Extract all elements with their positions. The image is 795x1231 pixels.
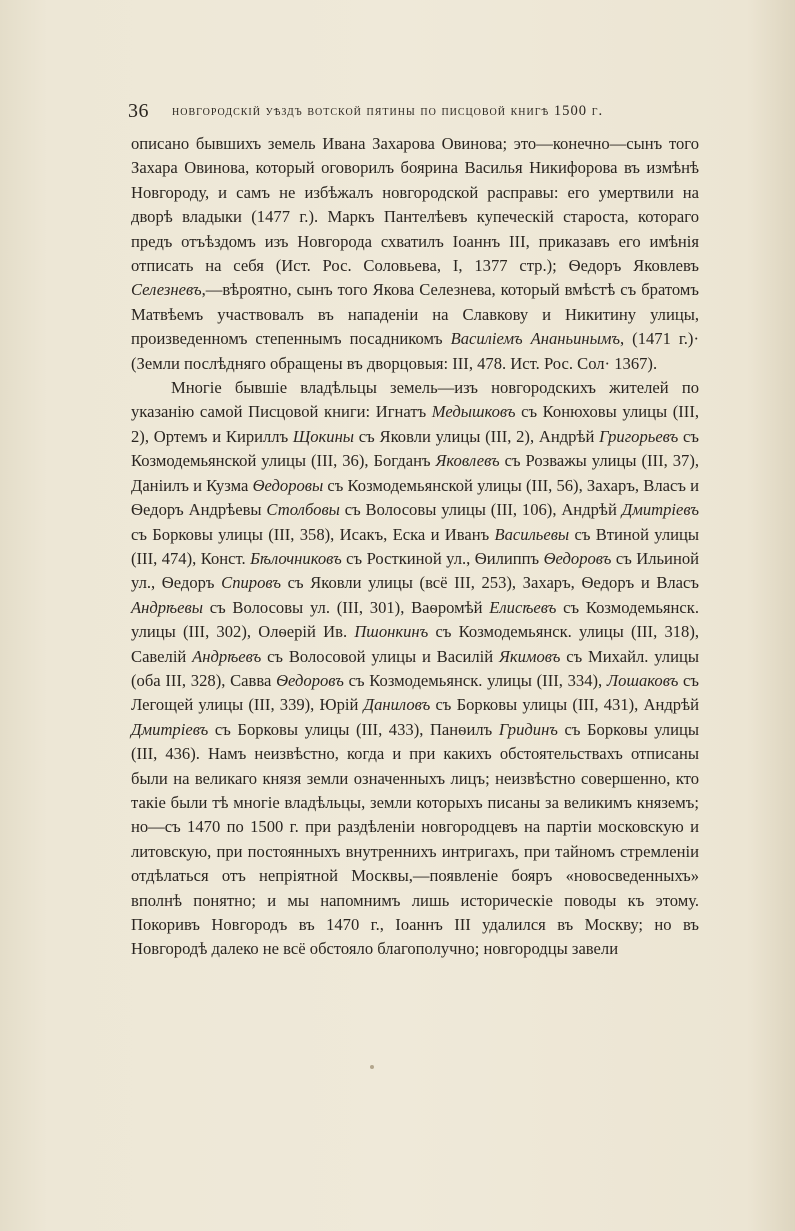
text-run: съ Козмодемьянск. улицы (III, 318), Савелій [131, 622, 700, 666]
text-run: съ Козмодемьянск. улицы (III, 302), Олѳерій Ив. [131, 597, 699, 642]
italic-surname: Андрѣевы [131, 597, 203, 617]
italic-surname: Ѳедоровъ [543, 548, 612, 568]
italic-surname: Щокины [292, 426, 355, 446]
text-run: съ Волосовы ул. (III, 301), Ваѳромѣй [202, 597, 490, 617]
text-run: съ Волосовы улицы (III, 106), Андрѣй [339, 500, 622, 520]
text-run: съ Борковы улицы (III, 358), Исакъ, Еска и Иванъ [131, 524, 495, 544]
text-run: съ Волосовой улицы и Василій [261, 646, 499, 666]
text-run: съ Борковы улицы (III, 436). Намъ неизвѣстно, когда и при какихъ обстоятельствахъ отписаны были на великаго князя земли означенныхъ лицъ; неизвѣстно совершенно, кто такіе были тѣ многіе владѣльцы, земли которыхъ писаны за великимъ княземъ; но—съ 1470 по 1500 г. при раздѣленіи новгородцевъ на партіи московскую и литовскую, при постоянныхъ внутреннихъ интригахъ, при тайномъ стремленіи отдѣлаться отъ непріятной Москвы,—появленіе бояръ «новосведенныхъ» вполнѣ понятно; и мы напомнимъ лишь историческіе поводы къ этому. Покоривъ Новгородъ въ 1470 г., Іоаннъ III удалился въ Москву; но въ Новгородѣ далеко не всё обстояло благополучно; новгородцы завели [131, 719, 699, 959]
italic-surname: Медышковъ [431, 402, 516, 422]
italic-surname: Дмитріевъ [621, 500, 699, 520]
page-header [128, 100, 708, 126]
italic-surname: Якимовъ [498, 646, 561, 666]
text-run: , (1471 г.)· (Земли послѣдняго обращены въ дворцовыя: III, 478. Ист. Рос. Сол· 1367). [131, 329, 699, 373]
italic-surname: Ѳедоровъ [276, 670, 344, 690]
text-run: съ Росткиной ул., Ѳилиппъ [341, 548, 544, 568]
text-run: съ Борковы улицы (III, 431), Андрѣй [430, 695, 699, 715]
text-run: Многіе бывшіе владѣльцы земель—изъ новгородскихъ жителей по указанію самой Писцовой книги: Игнатъ [131, 378, 699, 422]
text-run: ,—вѣроятно, сынъ того Якова Селезнева, который вмѣстѣ съ братомъ Матвѣемъ участвовалъ въ нападеніи на Славкову и Никитину улицы, произведенномъ степеннымъ посадникомъ [131, 280, 699, 349]
page-number: 36 [128, 100, 149, 122]
italic-surname: Гридинъ [498, 719, 558, 739]
text-run: съ Ильиной ул., Ѳедоръ [131, 548, 699, 593]
text-run: съ Легощей улицы (III, 339), Юрій [131, 670, 699, 715]
running-head: новгородскій уѣздъ вотской пятины по писцовой книгѣ 1500 г. [172, 103, 604, 119]
text-run: съ Яковли улицы (всё III, 253), Захаръ, Ѳедоръ и Власъ [281, 573, 699, 593]
italic-surname: Спировъ [221, 573, 281, 593]
italic-surname: Дмитріевъ [131, 719, 209, 739]
italic-surname: Бѣлочниковъ [250, 548, 342, 568]
italic-surname: Василіемъ Ананьинымъ [450, 329, 621, 349]
italic-surname: Андрѣевъ [192, 646, 262, 666]
italic-surname: Столбовы [266, 500, 340, 520]
text-run: описано бывшихъ земель Ивана Захарова Овинова; это—конечно—сынъ того Захара Овинова, который оговорилъ боярина Василья Никифорова въ измѣнѣ Новгороду, и самъ не избѣжалъ новгородской расправы: его умертвили на дворѣ владыки (1477 г.). Маркъ Пантелѣевъ купеческій староста, котораго предъ отъѣздомъ изъ Новгорода схватилъ Іоаннъ III, приказавъ его имѣнія отписать на себя (Ист. Рос. Соловьева, I, 1377 стр.); Ѳедоръ Яковлевъ [131, 134, 699, 276]
text-run: съ Яковли улицы (III, 2), Андрѣй [354, 426, 600, 446]
text-run: съ Конюховы улицы (III, 2), Ортемъ и Кириллъ [131, 402, 699, 446]
text-run: съ Михайл. улицы (оба III, 328), Савва [131, 646, 699, 690]
page-body [131, 132, 699, 962]
italic-surname: Васильевы [494, 524, 570, 544]
italic-surname: Ѳедоровы [252, 475, 324, 495]
italic-surname: Яковлевъ [435, 451, 500, 471]
italic-surname: Селезневъ [131, 280, 202, 300]
paragraph-1 [131, 132, 699, 376]
print-speck [370, 1065, 374, 1069]
text-run: съ Козмодемьянской улицы (III, 56), Захаръ, Власъ и Ѳедоръ Андрѣевы [131, 475, 699, 520]
text-run: съ Втиной улицы (III, 474), Конст. [131, 524, 700, 568]
italic-surname: Пшонкинъ [354, 622, 429, 642]
italic-surname: Даниловъ [363, 695, 431, 715]
text-run: съ Козмодемьянск. улицы (III, 334), [343, 670, 607, 690]
italic-surname: Елисѣевъ [489, 597, 557, 617]
text-run: съ Борковы улицы (III, 433), Панѳилъ [208, 719, 499, 739]
text-run: съ Козмодемьянской улицы (III, 36), Богданъ [131, 426, 699, 471]
text-run: съ Розважы улицы (III, 37), Даніилъ и Кузма [131, 451, 699, 495]
italic-surname: Лошаковъ [606, 670, 679, 690]
paragraph-2 [131, 376, 699, 962]
italic-surname: Григорьевъ [599, 426, 679, 446]
